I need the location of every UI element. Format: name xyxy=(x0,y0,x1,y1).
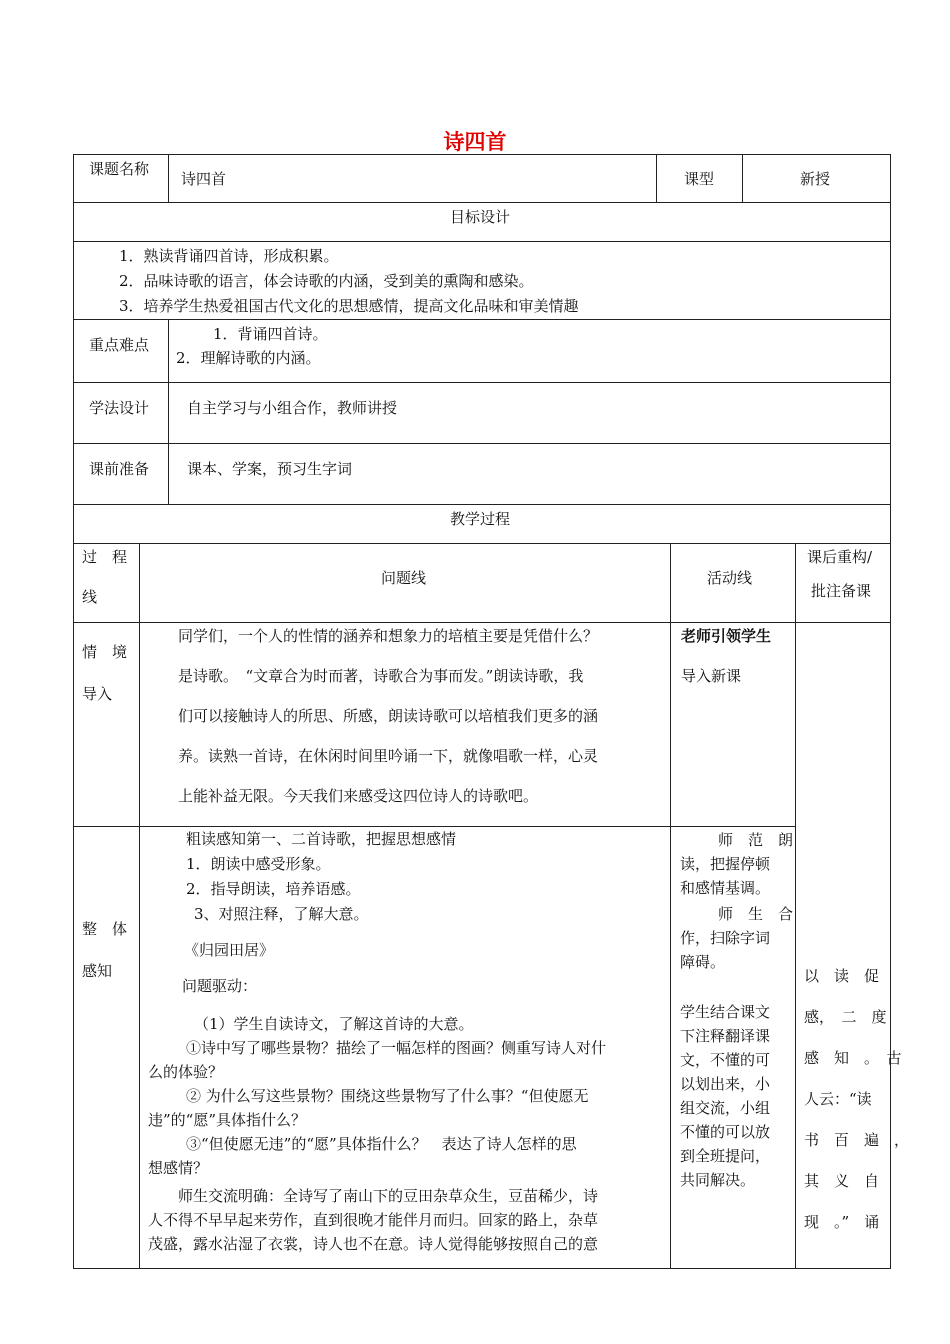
overall-activity-a6: 障碍。 xyxy=(680,953,726,971)
col-activity-cell xyxy=(670,543,796,623)
overall-activity-b4: 以划出来，小 xyxy=(680,1075,771,1093)
overall-activity-b5: 组交流，小组 xyxy=(680,1099,771,1117)
header-name-label: 课题名称 xyxy=(89,160,150,178)
col-notes-cell xyxy=(795,543,891,623)
notes-line-5: 书 百 遍 ， xyxy=(804,1131,910,1149)
process-heading: 教学过程 xyxy=(450,510,511,528)
col-process-cell xyxy=(73,543,140,623)
page-title: 诗四首 xyxy=(443,130,507,154)
notes-line-1: 以 读 促 xyxy=(804,967,880,985)
notes-line-2: 感， 二 度 xyxy=(804,1008,887,1026)
method-label-cell xyxy=(73,382,169,444)
overall-label-line-1: 整 体 xyxy=(82,920,128,938)
goals-heading-cell xyxy=(73,202,891,242)
overall-activity-a4: 师 生 合 xyxy=(718,905,794,923)
intro-activity-cell xyxy=(670,622,796,827)
goal-item-1: 1．熟读背诵四首诗，形成积累。 xyxy=(119,247,339,265)
header-name-value-cell xyxy=(168,154,657,203)
keypoints-value-cell xyxy=(168,319,891,383)
keypoint-item-2: 2．理解诗歌的内涵。 xyxy=(176,349,321,367)
method-label: 学法设计 xyxy=(89,399,150,417)
overall-label-cell xyxy=(73,826,140,1269)
overall-line-b4: ② 为什么写这些景物？围绕这些景物写了什么事？“但使愿无 xyxy=(186,1087,589,1105)
notes-cell xyxy=(795,622,910,1269)
overall-line-b7: 想感情？ xyxy=(148,1159,209,1177)
col-question: 问题线 xyxy=(381,569,427,587)
goals-heading: 目标设计 xyxy=(450,208,511,226)
overall-activity-a1: 师 范 朗 xyxy=(718,831,794,849)
notes-line-6: 其 义 自 xyxy=(804,1172,880,1190)
process-heading-cell xyxy=(73,504,891,544)
notes-line-4: 人云：“读 xyxy=(804,1090,872,1108)
goal-item-2: 2．品味诗歌的语言，体会诗歌的内涵，受到美的熏陶和感染。 xyxy=(119,272,534,290)
overall-line-b10: 茂盛，露水沾湿了衣裳，诗人也不在意。诗人觉得能够按照自己的意 xyxy=(148,1235,599,1253)
intro-line-5: 上能补益无限。今天我们来感受这四位诗人的诗歌吧。 xyxy=(178,787,539,805)
intro-label-line-1: 情 境 xyxy=(82,643,128,661)
overall-poem-title: 《归园田居》 xyxy=(184,941,275,959)
header-type-value-cell xyxy=(742,154,891,203)
overall-line-b2: ①诗中写了哪些景物？描绘了一幅怎样的图画？侧重写诗人对什 xyxy=(186,1039,607,1057)
intro-label-line-2: 导入 xyxy=(82,685,113,703)
header-name-value: 诗四首 xyxy=(181,170,227,188)
overall-activity-a3: 和感情基调。 xyxy=(680,879,771,897)
overall-line-b1: （1）学生自读诗文，了解这首诗的大意。 xyxy=(194,1015,474,1033)
overall-line-b3: 么的体验？ xyxy=(148,1063,224,1081)
overall-line-b8: 师生交流明确：全诗写了南山下的豆田杂草众生，豆苗稀少，诗 xyxy=(178,1187,599,1205)
overall-activity-b6: 不懂的可以放 xyxy=(680,1123,771,1141)
col-notes-line-2: 批注备课 xyxy=(811,582,872,600)
overall-activity-b2: 下注释翻译课 xyxy=(680,1027,771,1045)
overall-activity-b7: 到全班提问， xyxy=(680,1147,771,1165)
intro-line-1: 同学们，一个人的性情的涵养和想象力的培植主要是凭借什么？ xyxy=(178,627,599,645)
intro-label-cell xyxy=(73,622,140,827)
prep-value: 课本、学案，预习生字词 xyxy=(187,460,353,478)
col-activity: 活动线 xyxy=(707,569,753,587)
overall-line-a1: 粗读感知第一、二首诗歌，把握思想感情 xyxy=(186,830,457,848)
notes-line-3: 感 知 。 古 xyxy=(804,1049,902,1067)
prep-value-cell xyxy=(168,443,891,505)
prep-label: 课前准备 xyxy=(89,460,150,478)
overall-activity-cell xyxy=(670,826,796,1269)
overall-line-a3: 2．指导朗读，培养语感。 xyxy=(186,880,361,898)
method-value-cell xyxy=(168,382,891,444)
overall-line-b6: ③“但使愿无违”的“愿”具体指什么？ 表达了诗人怎样的思 xyxy=(186,1135,577,1153)
intro-content-cell xyxy=(139,622,671,827)
header-type-label-cell xyxy=(656,154,743,203)
intro-line-4: 养。读熟一首诗，在休闲时间里吟诵一下，就像唱歌一样，心灵 xyxy=(178,747,599,765)
prep-label-cell xyxy=(73,443,169,505)
keypoints-label-cell xyxy=(73,319,169,383)
overall-activity-b1: 学生结合课文 xyxy=(680,1003,771,1021)
col-notes-line-1: 课后重构/ xyxy=(807,548,873,566)
overall-line-a2: 1．朗读中感受形象。 xyxy=(186,855,331,873)
intro-line-2: 是诗歌。 “文章合为时而著，诗歌合为事而发。”朗读诗歌，我 xyxy=(178,667,584,685)
overall-line-b9: 人不得不早早起来劳作，直到很晚才能伴月而归。回家的路上，杂草 xyxy=(148,1211,599,1229)
header-type-value: 新授 xyxy=(800,170,831,188)
overall-line-b5: 违”的“愿”具体指什么？ xyxy=(148,1111,307,1129)
col-question-cell xyxy=(139,543,671,623)
notes-line-7: 现 。” 诵 xyxy=(804,1213,880,1231)
header-type-label: 课型 xyxy=(684,170,715,188)
overall-drive: 问题驱动： xyxy=(182,977,258,995)
overall-activity-a2: 读，把握停顿 xyxy=(680,855,771,873)
goal-item-3: 3．培养学生热爱祖国古代文化的思想感情，提高文化品味和审美情趣 xyxy=(119,297,579,315)
overall-activity-b8: 共同解决。 xyxy=(680,1171,756,1189)
overall-content-cell xyxy=(139,826,671,1269)
overall-label-line-2: 感知 xyxy=(82,962,113,980)
intro-activity-line-2: 导入新课 xyxy=(681,667,742,685)
header-name-label-cell xyxy=(73,154,169,203)
overall-activity-b3: 文，不懂的可 xyxy=(680,1051,771,1069)
intro-line-3: 们可以接触诗人的所思、所感，朗读诗歌可以培植我们更多的涵 xyxy=(178,707,599,725)
goals-list-cell xyxy=(73,241,891,320)
overall-line-a4: 3、对照注释，了解大意。 xyxy=(194,905,369,923)
overall-activity-a5: 作，扫除字词 xyxy=(680,929,771,947)
intro-activity-line-1: 老师引领学生 xyxy=(681,627,772,645)
keypoint-item-1: 1．背诵四首诗。 xyxy=(213,325,328,343)
col-process-line-1: 过 程 xyxy=(82,548,128,566)
method-value: 自主学习与小组合作，教师讲授 xyxy=(187,399,398,417)
col-process-line-2: 线 xyxy=(82,588,98,606)
keypoints-label: 重点难点 xyxy=(89,336,150,354)
